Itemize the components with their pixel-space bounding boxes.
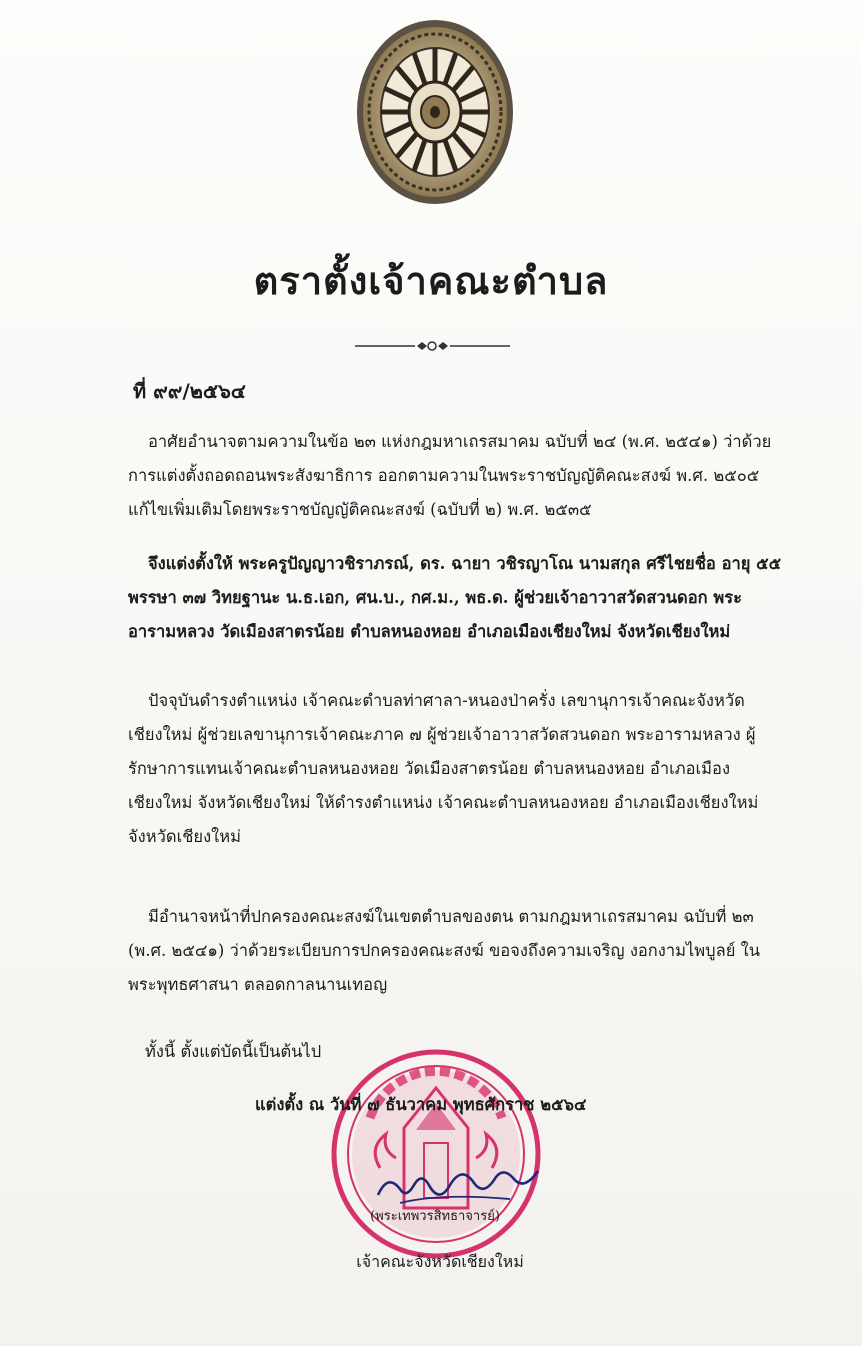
reference-number: ที่ ๙๙/๒๕๖๔ — [133, 379, 246, 403]
paragraph-duties: มีอำนาจหน้าที่ปกครองคณะสงฆ์ในเขตตำบลของตน ตามกฎมหาเถรสมาคม ฉบับที่ ๒๓ (พ.ศ. ๒๕๔๑) ว่าด้วยระเบียบการปกครองคณะสงฆ์ ขอจงถึงความเจริญ งอกงามไพบูลย์ ในพระพุทธศาสนา ตลอดกาลนานเทอญ — [128, 907, 761, 994]
official-seal-icon — [330, 1048, 542, 1260]
document-title: ตราตั้งเจ้าคณะตำบล — [253, 258, 609, 303]
signer-position: เจ้าคณะจังหวัดเชียงใหม่ — [356, 1252, 524, 1271]
paragraph-effective: ทั้งนี้ ตั้งแต่บัดนี้เป็นต้นไป — [145, 1042, 322, 1061]
ornament-divider — [355, 336, 510, 356]
paragraph-appointee: จึงแต่งตั้งให้ พระครูปัญญาวชิราภรณ์, ดร. ฉายา วชิรญาโณ นามสกุล ศรีไชยชื่อ อายุ ๕๕ พรรษา ๓๗ วิทยฐานะ น.ธ.เอก, ศน.บ., กศ.ม., พธ.ด. ผู้ช่วยเจ้าอาวาสวัดสวนดอก พระอารามหลวง วัดเมืองสาตรน้อย ตำบลหนองหอย อำเภอเมืองเชียงใหม่ จังหวัดเชียงใหม่ — [128, 554, 782, 641]
paragraph-current-position: ปัจจุบันดำรงตำแหน่ง เจ้าคณะตำบลท่าศาลา-หนองป่าครั่ง เลขานุการเจ้าคณะจังหวัดเชียงใหม่ ผู้ช่วยเลขานุการเจ้าคณะภาค ๗ ผู้ช่วยเจ้าอาวาสวัดสวนดอก พระอารามหลวง ผู้รักษาการแทนเจ้าคณะตำบลหนองหอย วัดเมืองสาตรน้อย ตำบลหนองหอย อำเภอเมืองเชียงใหม่ จังหวัดเชียงใหม่ ให้ดำรงตำแหน่ง เจ้าคณะตำบลหนองหอย อำเภอเมืองเชียงใหม่ จังหวัดเชียงใหม่ — [128, 691, 759, 846]
dharma-wheel-icon — [355, 18, 515, 206]
handwritten-signature — [370, 1165, 545, 1215]
paragraph-authority: อาศัยอำนาจตามความในข้อ ๒๓ แห่งกฎมหาเถรสมาคม ฉบับที่ ๒๔ (พ.ศ. ๒๕๔๑) ว่าด้วย การแต่งตั้งถอดถอนพระสังฆาธิการ ออกตามความในพระราชบัญญัติคณะสงฆ์ พ.ศ. ๒๕๐๕ แก้ไขเพิ่มเติมโดยพระราชบัญญัติคณะสงฆ์ (ฉบับที่ ๒) พ.ศ. ๒๕๓๕ — [128, 432, 772, 519]
signer-name: (พระเทพวรสิทธาจารย์) — [370, 1209, 500, 1224]
sign-date: แต่งตั้ง ณ วันที่ ๗ ธันวาคม พุทธศักราช ๒๕๖๔ — [255, 1095, 587, 1114]
